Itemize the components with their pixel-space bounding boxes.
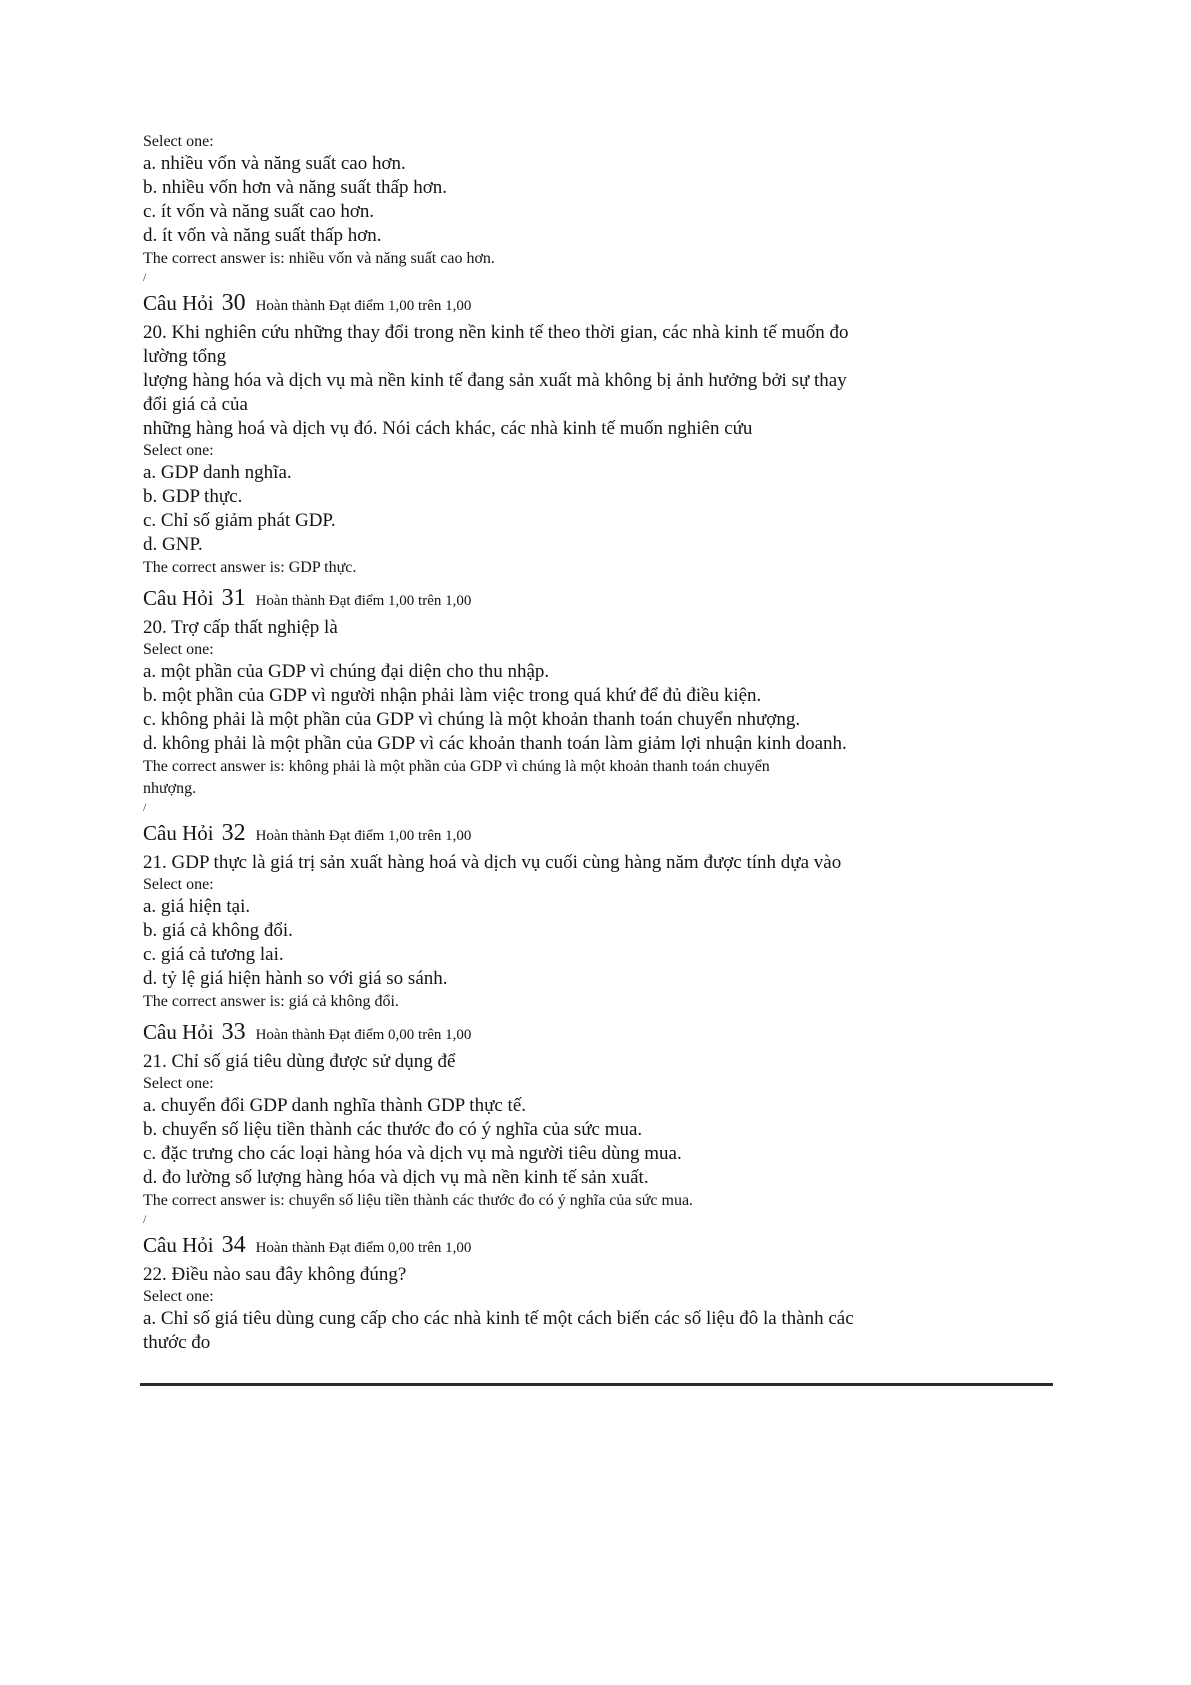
question-number: 34 (221, 1232, 246, 1258)
select-one-label: Select one: (143, 1075, 214, 1092)
question-text-line: lượng hàng hóa và dịch vụ mà nền kinh tế đang sản xuất mà không bị ảnh hưởng bởi sự thay (143, 370, 847, 391)
question-number: 30 (221, 290, 246, 316)
option-d: d. tỷ lệ giá hiện hành so với giá so sánh. (143, 968, 448, 989)
question-status: Hoàn thành Đạt điểm 1,00 trên 1,00 (255, 828, 472, 844)
question-text-line: lường tổng (143, 346, 227, 367)
question-text-line: 20. Khi nghiên cứu những thay đổi trong nền kinh tế theo thời gian, các nhà kinh tế muốn đo (143, 322, 849, 343)
question-number: 31 (221, 585, 246, 611)
separator-slash: / (143, 800, 147, 814)
question-number: 33 (221, 1019, 246, 1045)
select-one-label: Select one: (143, 1288, 214, 1305)
option-a: a. giá hiện tại. (143, 896, 251, 917)
correct-answer: The correct answer is: GDP thực. (143, 559, 357, 576)
question-status: Hoàn thành Đạt điểm 1,00 trên 1,00 (255, 298, 472, 314)
question-text-line: đổi giá cả của (143, 394, 248, 415)
question-30 (143, 288, 1063, 579)
question-text-line: những hàng hoá và dịch vụ đó. Nói cách khác, các nhà kinh tế muốn nghiên cứu (143, 418, 753, 439)
question-label: Câu Hỏi (143, 586, 214, 610)
question-header (143, 1017, 1063, 1050)
option-a-continued: thước đo (143, 1332, 211, 1353)
question-status: Hoàn thành Đạt điểm 0,00 trên 1,00 (255, 1027, 472, 1043)
select-one-label: Select one: (143, 442, 214, 459)
question-text-line: 22. Điều nào sau đây không đúng? (143, 1264, 407, 1285)
correct-answer: The correct answer is: không phải là một phần của GDP vì chúng là một khoản thanh toán chuyển (143, 758, 770, 775)
option-d: d. GNP. (143, 534, 203, 555)
option-b: b. nhiều vốn hơn và năng suất thấp hơn. (143, 177, 447, 198)
question-32 (143, 818, 1063, 1013)
question-label: Câu Hỏi (143, 821, 214, 845)
question-label: Câu Hỏi (143, 291, 214, 315)
select-one-label: Select one: (143, 133, 214, 150)
question-34 (143, 1230, 1063, 1355)
option-c: c. đặc trưng cho các loại hàng hóa và dịch vụ mà người tiêu dùng mua. (143, 1143, 682, 1164)
separator-slash: / (143, 270, 147, 284)
question-label: Câu Hỏi (143, 1233, 214, 1257)
option-d: d. đo lường số lượng hàng hóa và dịch vụ mà nền kinh tế sản xuất. (143, 1167, 649, 1188)
question-status: Hoàn thành Đạt điểm 1,00 trên 1,00 (255, 593, 472, 609)
question-header (143, 1230, 1063, 1263)
question-label: Câu Hỏi (143, 1020, 214, 1044)
option-a: a. Chỉ số giá tiêu dùng cung cấp cho các nhà kinh tế một cách biến các số liệu đô la thành các (143, 1308, 854, 1329)
select-one-label: Select one: (143, 641, 214, 658)
option-d: d. không phải là một phần của GDP vì các khoản thanh toán làm giảm lợi nhuận kinh doanh. (143, 733, 847, 754)
option-b: b. một phần của GDP vì người nhận phải làm việc trong quá khứ để đủ điều kiện. (143, 685, 762, 706)
correct-answer: The correct answer is: chuyển số liệu tiền thành các thước đo có ý nghĩa của sức mua. (143, 1192, 694, 1209)
option-d: d. ít vốn và năng suất thấp hơn. (143, 225, 382, 246)
option-b: b. giá cả không đổi. (143, 920, 293, 941)
question-29-tail (143, 132, 1063, 284)
question-header (143, 818, 1063, 851)
correct-answer: The correct answer is: giá cả không đổi. (143, 993, 399, 1010)
question-header (143, 583, 1063, 616)
option-a: a. một phần của GDP vì chúng đại diện cho thu nhập. (143, 661, 550, 682)
question-number: 32 (221, 820, 246, 846)
option-c: c. không phải là một phần của GDP vì chúng là một khoản thanh toán chuyển nhượng. (143, 709, 801, 730)
question-33 (143, 1017, 1063, 1226)
document-page (143, 132, 1063, 1355)
option-a: a. nhiều vốn và năng suất cao hơn. (143, 153, 406, 174)
correct-answer: The correct answer is: nhiều vốn và năng suất cao hơn. (143, 250, 495, 267)
option-a: a. chuyển đổi GDP danh nghĩa thành GDP thực tế. (143, 1095, 527, 1116)
option-c: c. Chỉ số giảm phát GDP. (143, 510, 336, 531)
question-status: Hoàn thành Đạt điểm 0,00 trên 1,00 (255, 1240, 472, 1256)
option-c: c. giá cả tương lai. (143, 944, 284, 965)
separator-slash: / (143, 1212, 147, 1226)
option-a: a. GDP danh nghĩa. (143, 462, 292, 483)
option-b: b. chuyển số liệu tiền thành các thước đo có ý nghĩa của sức mua. (143, 1119, 643, 1140)
question-text-line: 20. Trợ cấp thất nghiệp là (143, 617, 338, 638)
question-text-line: 21. Chỉ số giá tiêu dùng được sử dụng để (143, 1051, 456, 1072)
select-one-label: Select one: (143, 876, 214, 893)
option-c: c. ít vốn và năng suất cao hơn. (143, 201, 375, 222)
question-text-line: 21. GDP thực là giá trị sản xuất hàng hoá và dịch vụ cuối cùng hàng năm được tính dựa vào (143, 852, 842, 873)
question-31 (143, 583, 1063, 814)
page-bottom-rule (140, 1383, 1053, 1386)
question-header (143, 288, 1063, 321)
option-b: b. GDP thực. (143, 486, 243, 507)
correct-answer-continued: nhượng. (143, 780, 197, 797)
